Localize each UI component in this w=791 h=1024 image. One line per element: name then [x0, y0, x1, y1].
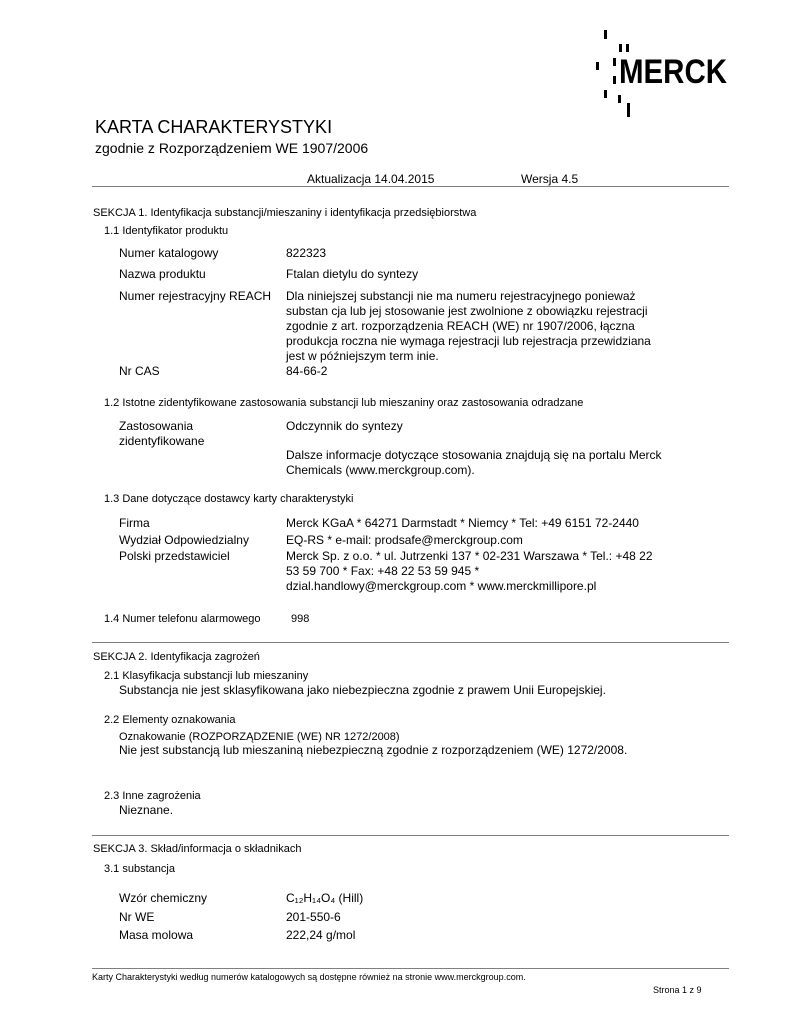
subsection-2-1: 2.1 Klasyfikacja substancji lub mieszaniny: [104, 670, 309, 682]
labelling-heading: Oznakowanie (ROZPORZĄDZENIE (WE) NR 1272/2008): [119, 731, 400, 743]
representative-line: 53 59 700 * Fax: +48 22 53 59 945 *: [286, 564, 480, 578]
update-date: Aktualizacja 14.04.2015: [307, 172, 435, 186]
we-label: Nr WE: [119, 910, 155, 924]
uses-label-line: zidentyfikowane: [119, 434, 205, 448]
product-name-value: Ftalan dietylu do syntezy: [286, 267, 419, 281]
department-value: EQ-RS * e-mail: prodsafe@merckgroup.com: [286, 533, 523, 547]
subsection-1-2: 1.2 Istotne zidentyfikowane zastosowania substancji lub mieszaniny oraz zastosowania odradzane: [104, 397, 584, 409]
uses-label: [119, 419, 204, 449]
representative-label: Polski przedstawiciel: [119, 549, 230, 563]
subsection-1-4: 1.4 Numer telefonu alarmowego: [104, 613, 261, 625]
catalog-label: Numer katalogowy: [119, 246, 219, 260]
representative-line: Merck Sp. z o.o. * ul. Jutrzenki 137 * 02-231 Warszawa * Tel.: +48 22: [286, 549, 653, 563]
reach-label: Numer rejestracyjny REACH: [119, 289, 272, 303]
subsection-3-1: 3.1 substancja: [104, 863, 175, 875]
uses-value: Odczynnik do syntezy: [286, 419, 403, 433]
molar-mass-value: 222,24 g/mol: [286, 928, 356, 942]
cas-label: Nr CAS: [119, 364, 160, 378]
section-divider: [92, 835, 729, 836]
cas-value: 84-66-2: [286, 364, 328, 378]
uses-label-line: Zastosowania: [119, 419, 194, 433]
section-2-heading: SEKCJA 2. Identyfikacja zagrożeń: [93, 651, 260, 663]
representative-line: dzial.handlowy@merckgroup.com * www.merckmillipore.pl: [286, 579, 597, 593]
department-label: Wydział Odpowiedzialny: [119, 533, 249, 547]
merck-logo: [594, 28, 734, 118]
reach-line: produkcja roczna nie wymaga rejestracji lub rejestracja przewidziana: [286, 334, 651, 348]
we-value: 201-550-6: [286, 910, 341, 924]
product-name-label: Nazwa produktu: [119, 267, 206, 281]
document-subtitle: zgodnie z Rozporządzeniem WE 1907/2006: [95, 140, 369, 156]
subsection-1-1: 1.1 Identyfikator produktu: [104, 225, 229, 237]
subsection-2-2: 2.2 Elementy oznakowania: [104, 714, 236, 726]
section-1-heading: SEKCJA 1. Identyfikacja substancji/mieszaniny i identyfikacja przedsiębiorstwa: [93, 207, 477, 219]
catalog-value: 822323: [286, 246, 327, 260]
labelling-text: Nie jest substancją lub mieszaniną niebezpieczną zgodnie z rozporządzeniem (WE) 1272/2008.: [119, 743, 628, 757]
page-number: Strona 1 z 9: [653, 985, 702, 995]
other-hazards-text: Nieznane.: [119, 803, 174, 817]
firm-value: Merck KGaA * 64271 Darmstadt * Niemcy * Tel: +49 6151 72-2440: [286, 516, 639, 530]
uses-more-line: Dalsze informacje dotyczące stosowania znajdują się na portalu Merck: [286, 448, 662, 462]
classification-text: Substancja nie jest sklasyfikowana jako niebezpieczna zgodnie z prawem Unii Europejskiej.: [119, 683, 606, 697]
reach-line: Dla niniejszej substancji nie ma numeru rejestracyjnego ponieważ: [286, 289, 636, 303]
reach-line: zgodnie z art. rozporządzenia REACH (WE) nr 1907/2006, łączna: [286, 319, 635, 333]
subsection-2-3: 2.3 Inne zagrożenia: [104, 790, 201, 802]
svg-text:MERCK: MERCK: [619, 53, 728, 91]
subsection-1-3: 1.3 Dane dotyczące dostawcy karty charakterystyki: [104, 493, 354, 505]
document-title: KARTA CHARAKTERYSTYKI: [95, 117, 333, 137]
molar-mass-label: Masa molowa: [119, 928, 194, 942]
representative-value: [286, 549, 696, 594]
reach-line: substan cja lub jej stosowanie jest zwolnione z obowiązku rejestracji: [286, 304, 648, 318]
uses-more: [286, 448, 696, 478]
header-divider: [92, 186, 729, 187]
footer-divider: [92, 968, 729, 969]
reach-value: [286, 289, 696, 364]
merck-logo-mark: [594, 28, 734, 118]
version: Wersja 4.5: [521, 172, 579, 186]
formula-value: C₁₂H₁₄O₄ (Hill): [286, 891, 364, 905]
section-3-heading: SEKCJA 3. Skład/informacja o składnikach: [93, 843, 302, 855]
uses-more-line: Chemicals (www.merckgroup.com).: [286, 463, 475, 477]
section-divider: [92, 642, 729, 643]
footer-note: Karty Charakterystyki według numerów katalogowych są dostępne również na stronie www.merckgroup.com.: [92, 972, 526, 982]
firm-label: Firma: [119, 516, 150, 530]
emergency-phone: 998: [291, 613, 310, 625]
formula-label: Wzór chemiczny: [119, 891, 208, 905]
reach-line: jest w późniejszym term inie.: [286, 349, 439, 363]
